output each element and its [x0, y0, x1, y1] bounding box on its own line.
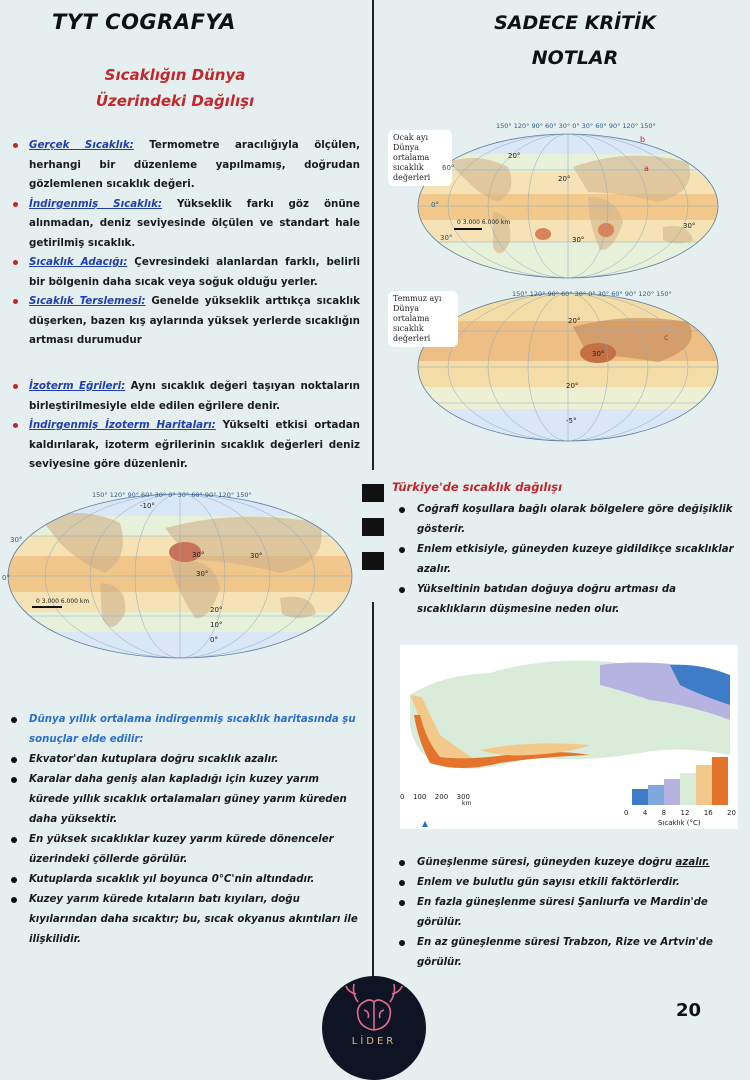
summary-item: En yüksek sıcaklıklar kuzey yarım kürede dönenceler üzerindeki çöllerde görülür.	[4, 830, 360, 870]
definition-term: İndirgenmiş Sıcaklık:	[29, 197, 163, 210]
definition-term: Sıcaklık Terslemesi:	[29, 295, 146, 307]
isotherm-label: 30°	[196, 570, 209, 578]
annual-summary-list	[4, 710, 360, 950]
definition-text: Çevresindeki alanlardan farklı, belirli bir bölgenin daha sıcak veya soğuk olduğu yerler.	[29, 256, 360, 288]
isotherm-label: 20°	[210, 606, 223, 614]
lat-label: 60°	[442, 164, 455, 172]
sunshine-note-text: Güneşlenme süresi, güneyden kuzeye doğru	[417, 857, 676, 868]
legend-swatch	[664, 779, 680, 805]
scale-tick: 200	[434, 793, 449, 801]
legend-swatch	[696, 765, 712, 805]
map-point-b: b	[640, 135, 646, 144]
definition-text: Yükseklik farkı göz önüne alınmadan, deniz seviyesinde ölçülen ve standart hale getirilmiş sıcaklık.	[29, 197, 360, 249]
sunshine-note	[392, 853, 744, 873]
legend-swatch	[632, 789, 648, 805]
turkey-note: Coğrafi koşullara bağlı olarak bölgelere göre değişiklik gösterir.	[392, 500, 742, 540]
definitions-list	[4, 136, 360, 351]
sunshine-note: En fazla güneşlenme süresi Şanlıurfa ve Mardin'de görülür.	[392, 893, 744, 933]
isotherm-label: 10°	[210, 621, 223, 629]
definition-item	[4, 136, 360, 195]
summary-item: Karalar daha geniş alan kapladığı için kuzey yarım kürede yıllık sıcaklık ortalamaları güney yarım küreden daha yüksektir.	[4, 770, 360, 830]
january-temperature-map	[388, 122, 728, 282]
isotherm-label: 0°	[210, 636, 218, 644]
definition-term: İndirgenmiş İzoterm Haritaları:	[29, 419, 216, 431]
lider-logo	[322, 976, 426, 1080]
turkey-note: Yükseltinin batıdan doğuya doğru artması da sıcaklıkların düşmesine neden olur.	[392, 580, 742, 620]
definition-text: Termometre aracılığıyla ölçülen, herhangi bir düzenleme yapılmamış, doğrudan gözlemlenen sıcaklık değeri.	[29, 139, 360, 190]
isotherm-label: 30°	[592, 350, 605, 358]
section-title-line-2: Üzerindeki Dağılışı	[95, 92, 255, 110]
legend-tick: 16	[703, 809, 713, 817]
definition-text: Genelde yükseklik arttıkça sıcaklık düşerken, bazen kış aylarında yüksek yerlerde sıcaklığın artması durumudur	[29, 295, 360, 346]
definition-term: İzoterm Eğrileri:	[29, 380, 126, 392]
scale-tick: 300	[456, 793, 470, 801]
map-longitude-labels: 150° 120° 90° 60° 30° 0° 30° 60° 90° 120° 150°	[496, 122, 656, 130]
isotherm-label: 20°	[508, 152, 521, 160]
annual-temperature-map	[0, 488, 360, 668]
page-header-title: TYT COGRAFYA	[52, 10, 236, 34]
page-number: 20	[676, 1000, 702, 1021]
definition-term: Gerçek Sıcaklık:	[29, 139, 134, 151]
legend-tick: 4	[642, 809, 648, 817]
turkey-section-title: Türkiye'de sıcaklık dağılışı	[392, 480, 563, 494]
map-scale: 0 3.000 6.000 km	[36, 598, 90, 605]
legend-tick: 8	[661, 809, 667, 817]
july-map-label: Temmuz ayı Dünya ortalama sıcaklık değerleri	[388, 291, 458, 347]
scale-tick: 0	[400, 793, 405, 801]
turkey-temperature-map	[400, 645, 738, 829]
annual-map-graphic	[0, 488, 360, 668]
isotherm-label: 30°	[683, 222, 696, 230]
isotherm-label: 30°	[572, 236, 585, 244]
turkey-notes-list	[392, 500, 742, 620]
legend-tick: 12	[680, 809, 690, 817]
isotherm-definitions-list	[4, 377, 360, 475]
definition-item	[4, 253, 360, 292]
subtitle-line-2: NOTLAR	[531, 47, 619, 69]
map-scale: 0 3.000 6.000 km	[457, 219, 511, 226]
section-title	[70, 62, 280, 114]
column-divider-top	[372, 0, 374, 470]
page-header-subtitle	[490, 6, 660, 76]
legend-ticks	[624, 809, 736, 817]
north-arrow-icon	[422, 821, 428, 827]
lat-label: 30°	[440, 234, 453, 242]
isotherm-label: 20°	[558, 175, 571, 183]
section-title-line-1: Sıcaklığın Dünya	[104, 66, 246, 84]
summary-intro: Dünya yıllık ortalama indirgenmiş sıcaklık haritasında şu sonuçlar elde edilir:	[4, 710, 360, 750]
divider-block-1	[362, 484, 384, 502]
legend-title: Sıcaklık (°C)	[658, 819, 701, 827]
sunshine-note-emphasis: azalır.	[675, 857, 710, 868]
isotherm-label: -10°	[140, 502, 155, 510]
summary-item: Ekvator'dan kutuplara doğru sıcaklık azalır.	[4, 750, 360, 770]
sunshine-notes-list	[392, 853, 744, 973]
turkey-note: Enlem etkisiyle, güneyden kuzeye gidildikçe sıcaklıklar azalır.	[392, 540, 742, 580]
isotherm-label: 30°	[192, 551, 205, 559]
definition-item	[4, 292, 360, 351]
temperature-legend	[632, 757, 728, 805]
divider-block-3	[362, 552, 384, 570]
lat-label: 0°	[431, 201, 439, 209]
isotherm-label: 30°	[250, 552, 263, 560]
map-longitude-labels: 150° 120° 90° 60° 30° 0° 30° 60° 90° 120° 150°	[92, 491, 252, 499]
legend-swatch	[680, 773, 696, 805]
sunshine-note: En az güneşlenme süresi Trabzon, Rize ve Artvin'de görülür.	[392, 933, 744, 973]
isotherm-label: 20°	[566, 382, 579, 390]
lat-label: 30°	[10, 536, 23, 544]
definition-text: Aynı sıcaklık değeri taşıyan noktaların birleştirilmesiyle elde edilen eğrilere denir.	[29, 380, 360, 412]
logo-text: LİDER	[351, 1036, 397, 1047]
brain-antler-icon	[344, 980, 404, 1034]
definition-item	[4, 195, 360, 254]
legend-swatch	[712, 757, 728, 805]
definition-item	[4, 416, 360, 475]
divider-block-2	[362, 518, 384, 536]
january-map-label: Ocak ayı Dünya ortalama sıcaklık değerleri	[388, 130, 452, 186]
isotherm-label: -5°	[566, 417, 577, 425]
legend-swatch	[648, 785, 664, 805]
map-point-c: c	[664, 333, 669, 342]
sunshine-note: Enlem ve bulutlu gün sayısı etkili faktörlerdir.	[392, 873, 744, 893]
scale-tick: 100	[412, 793, 427, 801]
definition-term: Sıcaklık Adacığı:	[29, 256, 128, 268]
summary-item: Kutuplarda sıcaklık yıl boyunca 0°C'nin altındadır.	[4, 870, 360, 890]
turkey-scale-ticks	[400, 793, 470, 801]
definition-item	[4, 377, 360, 416]
map-longitude-labels: 150° 120° 90° 60° 30° 0° 30° 60° 90° 120° 150°	[512, 290, 672, 298]
summary-item: Kuzey yarım kürede kıtaların batı kıyıları, doğu kıyılarından daha sıcaktır; bu, sıcak okyanus akıntıları ile ilişkilidir.	[4, 890, 360, 950]
definition-text: Yükselti etkisi ortadan kaldırılarak, izoterm eğrilerinin sıcaklık değerleri deniz seviyesine göre düzenlenir.	[29, 419, 360, 470]
subtitle-line-1: SADECE KRİTİK	[494, 12, 656, 34]
lat-label: 0°	[2, 574, 10, 582]
isotherm-label: 20°	[568, 317, 581, 325]
turkey-scale-unit: km	[462, 800, 472, 807]
legend-tick: 0	[624, 809, 629, 817]
map-point-a: a	[644, 164, 649, 173]
july-temperature-map	[388, 287, 728, 447]
legend-tick: 20	[727, 809, 736, 817]
